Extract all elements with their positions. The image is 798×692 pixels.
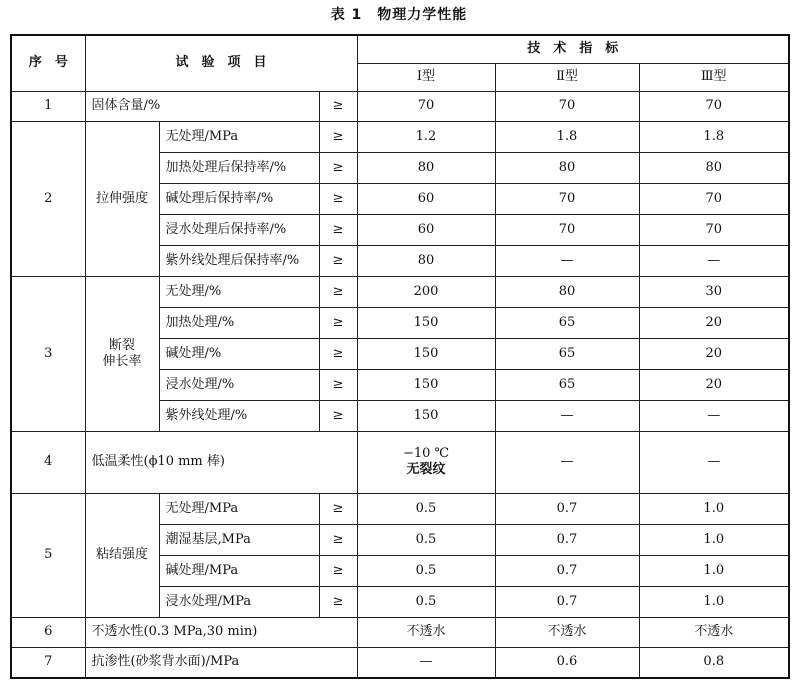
value-type-1: 0.5 [357,586,495,617]
ge-sign: ≥ [319,524,357,555]
ge-sign: ≥ [319,400,357,431]
value-type-3: 70 [639,91,789,121]
ge-sign: ≥ [319,276,357,307]
value-type-2: 0.7 [495,555,639,586]
row-number: 5 [11,493,85,617]
value-type-3: 1.8 [639,121,789,152]
table-row [11,276,789,307]
table-row [11,647,789,678]
value-type-3: 1.0 [639,524,789,555]
value-type-3: 1.0 [639,555,789,586]
group-label [85,276,159,431]
test-subitem: 加热处理/% [159,307,319,338]
test-subitem: 碱处理后保持率/% [159,183,319,214]
header-seq: 序 号 [11,35,85,91]
value-type-2: 0.6 [495,647,639,678]
value-type-2: 1.8 [495,121,639,152]
value-type-1: 1.2 [357,121,495,152]
row-number: 2 [11,121,85,276]
value-type-3: 70 [639,214,789,245]
value-type-3: — [639,400,789,431]
row-number: 3 [11,276,85,431]
value-type-2: 70 [495,183,639,214]
value-type-3: 70 [639,183,789,214]
test-subitem: 无处理/MPa [159,493,319,524]
value-type-1: 70 [357,91,495,121]
ge-sign: ≥ [319,152,357,183]
ge-sign: ≥ [319,369,357,400]
value-type-1 [357,431,495,493]
test-subitem: 紫外线处理后保持率/% [159,245,319,276]
physical-mechanical-properties-table [10,34,790,679]
group-label: 拉伸强度 [85,121,159,276]
group-label-line-1: 断裂 [108,337,135,353]
test-item: 固体含量/% [85,91,319,121]
test-subitem: 加热处理后保持率/% [159,152,319,183]
test-subitem: 潮湿基层,MPa [159,524,319,555]
value-line-2: 无裂纹 [406,462,446,477]
value-type-3: 1.0 [639,493,789,524]
value-type-1: 0.5 [357,555,495,586]
value-type-2: 不透水 [495,617,639,647]
group-label-line-2: 伸长率 [102,353,142,369]
value-type-2: 70 [495,91,639,121]
row-number: 1 [11,91,85,121]
value-type-2: 65 [495,338,639,369]
value-type-2: 80 [495,276,639,307]
value-type-3: 20 [639,307,789,338]
test-subitem: 无处理/MPa [159,121,319,152]
test-subitem: 碱处理/MPa [159,555,319,586]
ge-sign: ≥ [319,183,357,214]
row-number: 6 [11,617,85,647]
table-row [11,617,789,647]
table-caption: 表 1 物理力学性能 [330,7,468,23]
value-type-1: 150 [357,369,495,400]
test-subitem: 紫外线处理/% [159,400,319,431]
ge-sign: ≥ [319,307,357,338]
ge-sign: ≥ [319,493,357,524]
value-type-2: — [495,431,639,493]
value-type-1: 200 [357,276,495,307]
value-type-3: 0.8 [639,647,789,678]
value-type-3: 20 [639,369,789,400]
test-subitem: 碱处理/% [159,338,319,369]
table-row [11,493,789,524]
value-type-3: — [639,245,789,276]
test-item: 不透水性(0.3 MPa,30 min) [85,617,357,647]
table-row [11,431,789,493]
ge-sign: ≥ [319,586,357,617]
value-type-1: 80 [357,152,495,183]
value-type-2: 80 [495,152,639,183]
ge-sign: ≥ [319,214,357,245]
value-type-2: 0.7 [495,493,639,524]
table-row [11,91,789,121]
header-type-3: Ⅲ型 [639,63,789,91]
row-number: 7 [11,647,85,678]
value-type-3: 1.0 [639,586,789,617]
test-item: 低温柔性(ϕ10 mm 棒) [85,431,357,493]
value-type-1: 60 [357,214,495,245]
value-type-1: 60 [357,183,495,214]
value-type-2: 65 [495,369,639,400]
value-type-3: 80 [639,152,789,183]
group-label: 粘结强度 [85,493,159,617]
value-type-2: 65 [495,307,639,338]
value-type-1: 150 [357,338,495,369]
header-spec: 技 术 指 标 [357,35,789,63]
header-type-1: Ⅰ型 [357,63,495,91]
value-type-2: — [495,400,639,431]
value-type-1: 150 [357,307,495,338]
ge-sign: ≥ [319,245,357,276]
value-type-3: 不透水 [639,617,789,647]
ge-sign: ≥ [319,91,357,121]
value-type-3: 30 [639,276,789,307]
value-type-1: 0.5 [357,493,495,524]
table-row [11,121,789,152]
header-item: 试 验 项 目 [85,35,357,91]
test-subitem: 浸水处理后保持率/% [159,214,319,245]
ge-sign: ≥ [319,555,357,586]
value-type-2: 0.7 [495,586,639,617]
value-type-1: 150 [357,400,495,431]
header-row-1 [11,35,789,63]
ge-sign: ≥ [319,338,357,369]
test-subitem: 无处理/% [159,276,319,307]
value-type-3: — [639,431,789,493]
value-type-1: 不透水 [357,617,495,647]
value-type-1: — [357,647,495,678]
value-type-2: 70 [495,214,639,245]
value-line-1: −10 ℃ [402,446,450,461]
value-type-2: — [495,245,639,276]
test-item: 抗渗性(砂浆背水面)/MPa [85,647,357,678]
value-type-1: 0.5 [357,524,495,555]
test-subitem: 浸水处理/% [159,369,319,400]
ge-sign: ≥ [319,121,357,152]
value-type-2: 0.7 [495,524,639,555]
row-number: 4 [11,431,85,493]
value-type-1: 80 [357,245,495,276]
test-subitem: 浸水处理/MPa [159,586,319,617]
value-type-3: 20 [639,338,789,369]
header-type-2: Ⅱ型 [495,63,639,91]
